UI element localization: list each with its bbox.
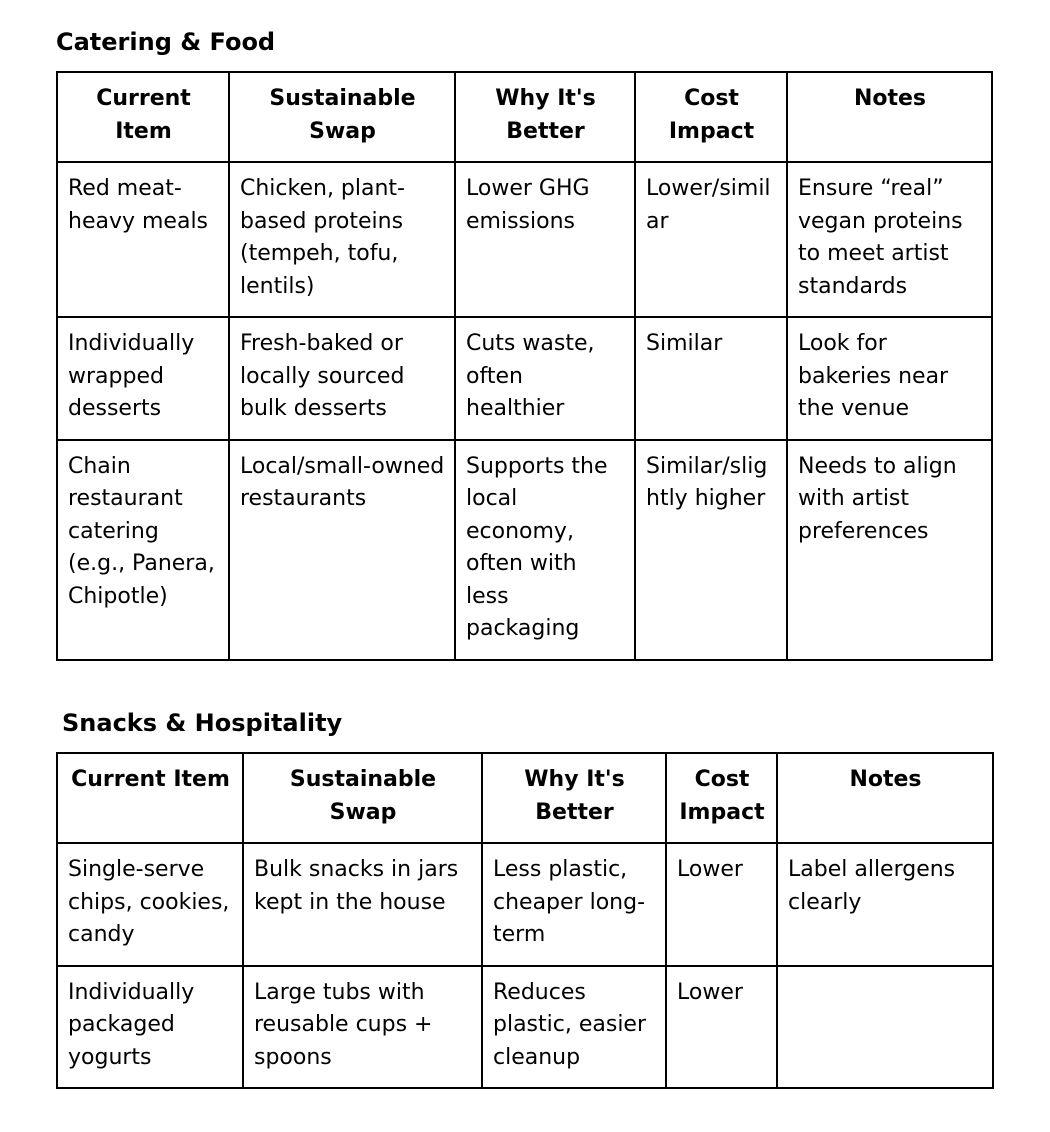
table-cell: Lower: [666, 966, 777, 1089]
table-cell: Look for bakeries near the venue: [787, 317, 992, 440]
table-cell: Individually packaged yogurts: [57, 966, 243, 1089]
table-cell: Individually wrapped desserts: [57, 317, 229, 440]
table-cell: Red meat-heavy meals: [57, 162, 229, 317]
table-cell: Lower: [666, 843, 777, 966]
snacks-hospitality-table: [56, 752, 994, 1089]
table-cell: Similar/slightly higher: [635, 440, 787, 660]
column-header-sustainable-swap: Sustainable Swap: [229, 72, 455, 162]
column-header-sustainable-swap: Sustainable Swap: [243, 753, 482, 843]
table-cell: Needs to align with artist preferences: [787, 440, 992, 660]
column-header-notes: Notes: [777, 753, 993, 843]
table-cell: Label allergens clearly: [777, 843, 993, 966]
table-header-row: [57, 72, 992, 162]
table-cell: Fresh-baked or locally sourced bulk desserts: [229, 317, 455, 440]
table-header-row: [57, 753, 993, 843]
table-cell: Lower/similar: [635, 162, 787, 317]
table-cell: Similar: [635, 317, 787, 440]
table-cell: Single-serve chips, cookies, candy: [57, 843, 243, 966]
table-cell: Chicken, plant-based proteins (tempeh, tofu, lentils): [229, 162, 455, 317]
column-header-cost-impact: Cost Impact: [635, 72, 787, 162]
table-row: [57, 440, 992, 660]
catering-food-table: [56, 71, 993, 661]
table-cell: [777, 966, 993, 1089]
table-row: [57, 317, 992, 440]
table-cell: Local/small-owned restaurants: [229, 440, 455, 660]
column-header-current-item: Current Item: [57, 753, 243, 843]
column-header-current-item: Current Item: [57, 72, 229, 162]
section-title-snacks-hospitality: Snacks & Hospitality: [62, 709, 343, 737]
table-cell: Bulk snacks in jars kept in the house: [243, 843, 482, 966]
column-header-cost-impact: Cost Impact: [666, 753, 777, 843]
table-cell: Ensure “real” vegan proteins to meet artist standards: [787, 162, 992, 317]
table-cell: Large tubs with reusable cups + spoons: [243, 966, 482, 1089]
column-header-why-better: Why It's Better: [455, 72, 635, 162]
table-cell: Less plastic, cheaper long-term: [482, 843, 666, 966]
table-cell: Lower GHG emissions: [455, 162, 635, 317]
table-cell: Supports the local economy, often with less packaging: [455, 440, 635, 660]
table-cell: Cuts waste, often healthier: [455, 317, 635, 440]
table-row: [57, 162, 992, 317]
table-row: [57, 966, 993, 1089]
section-title-catering-food: Catering & Food: [56, 28, 276, 56]
column-header-notes: Notes: [787, 72, 992, 162]
column-header-why-better: Why It's Better: [482, 753, 666, 843]
table-cell: Reduces plastic, easier cleanup: [482, 966, 666, 1089]
table-cell: Chain restaurant catering (e.g., Panera, Chipotle): [57, 440, 229, 660]
table-row: [57, 843, 993, 966]
